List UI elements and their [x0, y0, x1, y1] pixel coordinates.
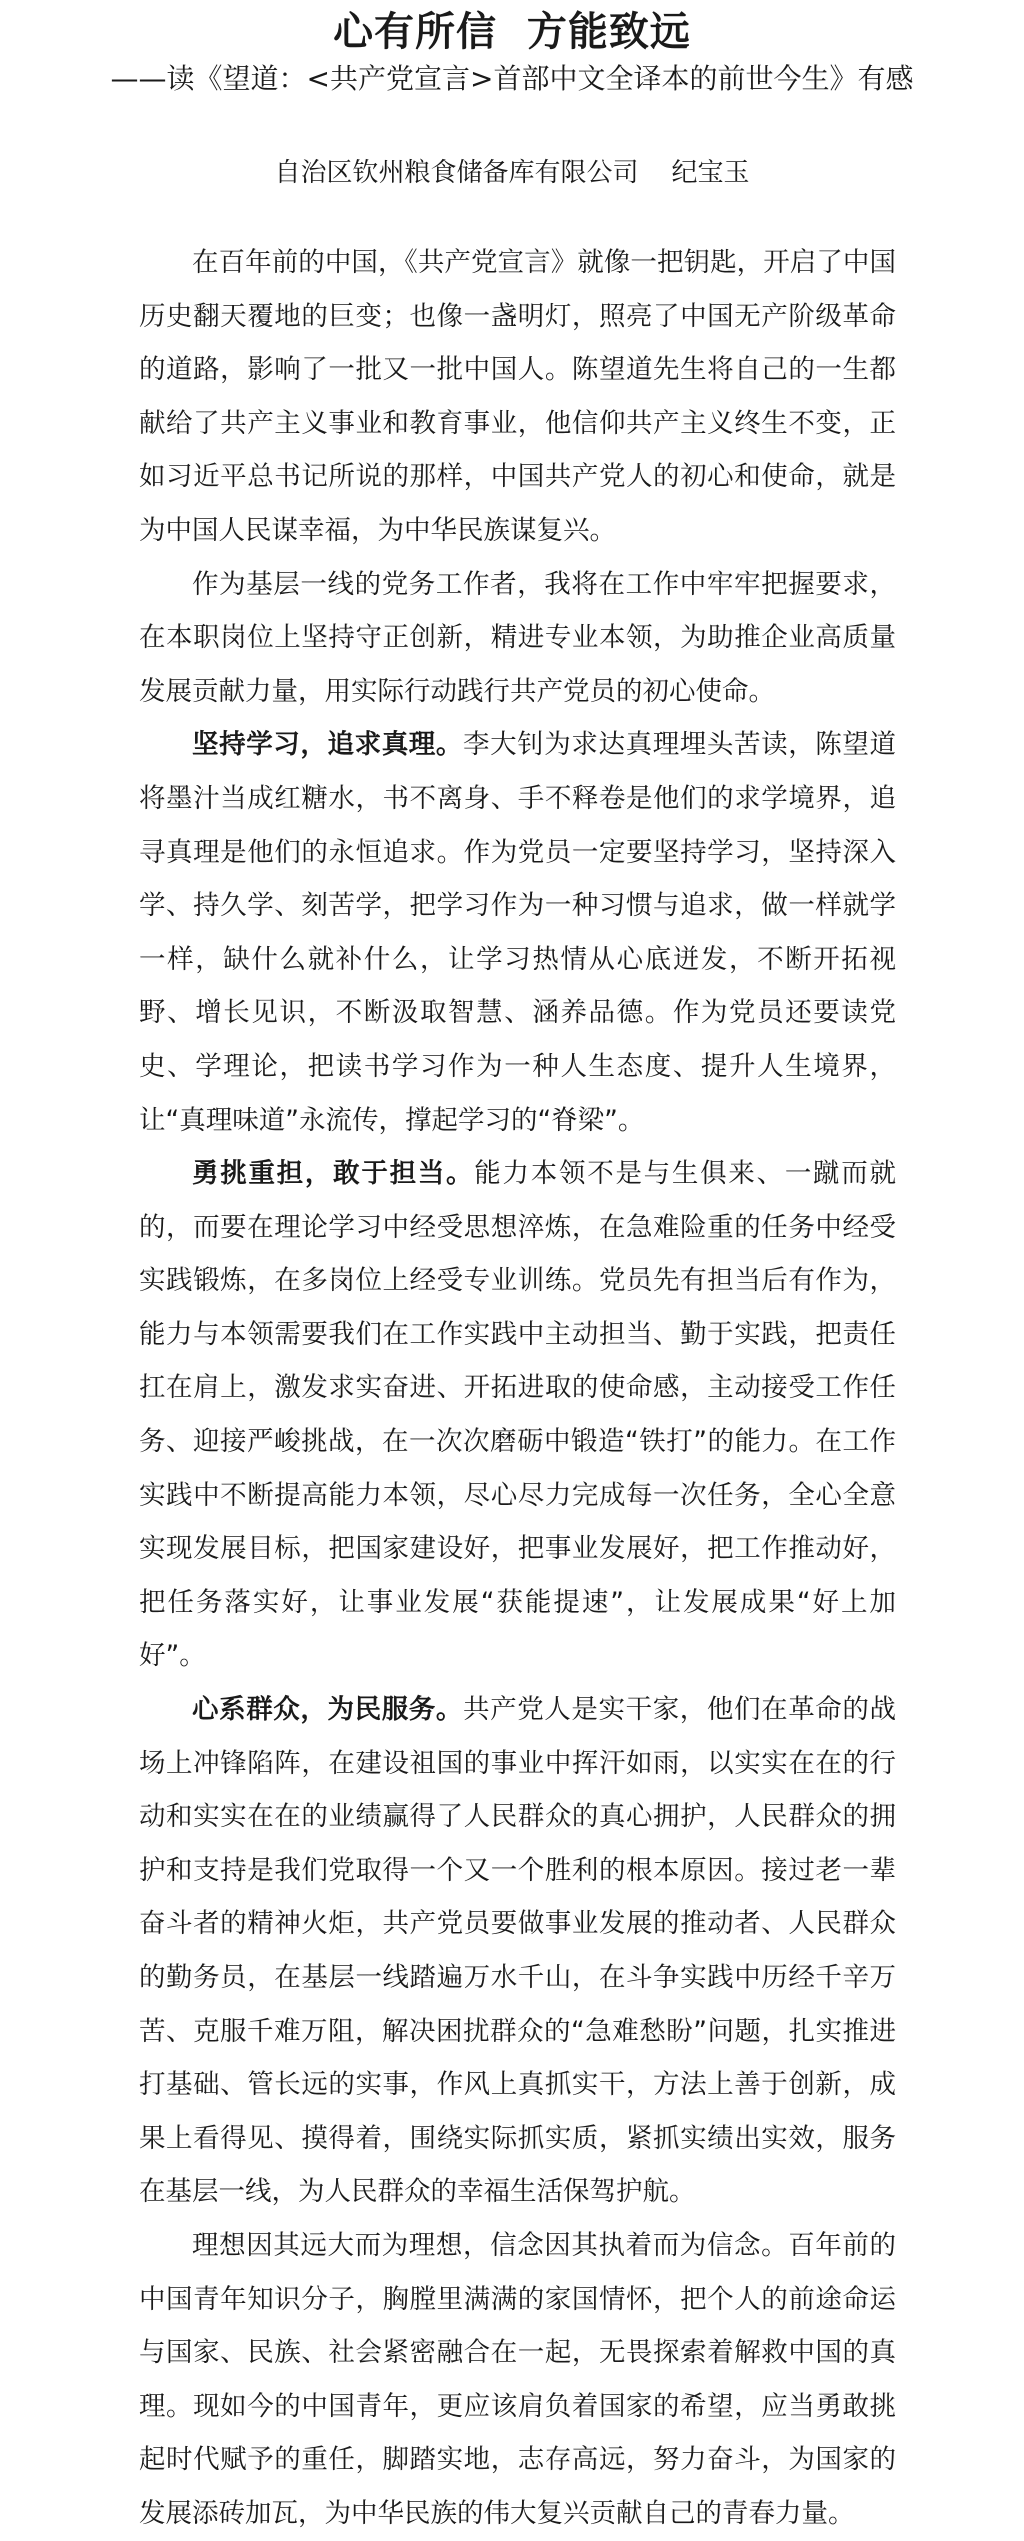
- paragraph-lead-heading: 心系群众，为民服务。: [192, 1694, 463, 1726]
- paragraph-4: [139, 1147, 896, 1683]
- paragraph-text: 共产党人是实干家，他们在革命的战场上冲锋陷阵，在建设祖国的事业中挥汗如雨，以实实在在的行动和实实在在的业绩赢得了人民群众的真心拥护，人民群众的拥护和支持是我们党取得一个又一个胜利的根本原因。接过老一辈奋斗者的精神火炬，共产党员要做事业发展的推动者、人民群众的勤务员，在基层一线踏遍万水千山，在斗争实践中历经千辛万苦、克服千难万阻，解决困扰群众的“急难愁盼”问题，扎实推进打基础、管长远的实事，作风上真抓实干，方法上善于创新，成果上看得见、摸得着，围绕实际抓实质，紧抓实绩出实效，服务在基层一线，为人民群众的幸福生活保驾护航。: [139, 1694, 896, 2208]
- paragraph-lead-heading: 坚持学习，追求真理。: [192, 729, 463, 761]
- paragraph-2: [139, 558, 896, 719]
- paragraph-3: [139, 718, 896, 1147]
- paragraph-5: [139, 1683, 896, 2219]
- article-body: [139, 236, 896, 2541]
- paragraph-text: 理想因其远大而为理想，信念因其执着而为信念。百年前的中国青年知识分子，胸膛里满满的家国情怀，把个人的前途命运与国家、民族、社会紧密融合在一起，无畏探索着解救中国的真理。现如今的中国青年，更应该肩负着国家的希望，应当勇敢挑起时代赋予的重任，脚踏实地，志存高远，努力奋斗，为国家的发展添砖加瓦，为中华民族的伟大复兴贡献自己的青春力量。: [139, 2229, 896, 2529]
- article-author: 自治区钦州粮食储备库有限公司 纪宝玉: [274, 158, 750, 188]
- paragraph-1: [139, 236, 896, 558]
- article-title: 心有所信 方能致远: [333, 8, 691, 55]
- paragraph-lead-heading: 勇挑重担，敢于担当。: [192, 1158, 475, 1190]
- paragraph-text: 作为基层一线的党务工作者，我将在工作中牢牢把握要求，在本职岗位上坚持守正创新，精进专业本领，为助推企业高质量发展贡献力量，用实际行动践行共产党员的初心使命。: [139, 568, 896, 707]
- article-subtitle: ——读《望道：<共产党宣言>首部中文全译本的前世今生》有感: [110, 62, 914, 95]
- paragraph-6: [139, 2219, 896, 2541]
- paragraph-text: 在百年前的中国，《共产党宣言》就像一把钥匙，开启了中国历史翻天覆地的巨变；也像一盏明灯，照亮了中国无产阶级革命的道路，影响了一批又一批中国人。陈望道先生将自己的一生都献给了共产主义事业和教育事业，他信仰共产主义终生不变，正如习近平总书记所说的那样，中国共产党人的初心和使命，就是为中国人民谋幸福，为中华民族谋复兴。: [139, 247, 896, 546]
- paragraph-text: 李大钊为求达真理埋头苦读，陈望道将墨汁当成红糖水，书不离身、手不释卷是他们的求学境界，追寻真理是他们的永恒追求。作为党员一定要坚持学习，坚持深入学、持久学、刻苦学，把学习作为一种习惯与追求，做一样就学一样，缺什么就补什么，让学习热情从心底迸发，不断开拓视野、增长见识，不断汲取智慧、涵养品德。作为党员还要读党史、学理论，把读书学习作为一种人生态度、提升人生境界，让“真理味道”永流传，撑起学习的“脊梁”。: [139, 729, 896, 1136]
- paragraph-text: 能力本领不是与生俱来、一蹴而就的，而要在理论学习中经受思想淬炼，在急难险重的任务中经受实践锻炼，在多岗位上经受专业训练。党员先有担当后有作为，能力与本领需要我们在工作实践中主动担当、勤于实践，把责任扛在肩上，激发求实奋进、开拓进取的使命感，主动接受工作任务、迎接严峻挑战，在一次次磨砺中锻造“铁打”的能力。在工作实践中不断提高能力本领，尽心尽力完成每一次任务，全心全意实现发展目标，把国家建设好，把事业发展好，把工作推动好，把任务落实好，让事业发展“获能提速”，让发展成果“好上加好”。: [139, 1158, 897, 1672]
